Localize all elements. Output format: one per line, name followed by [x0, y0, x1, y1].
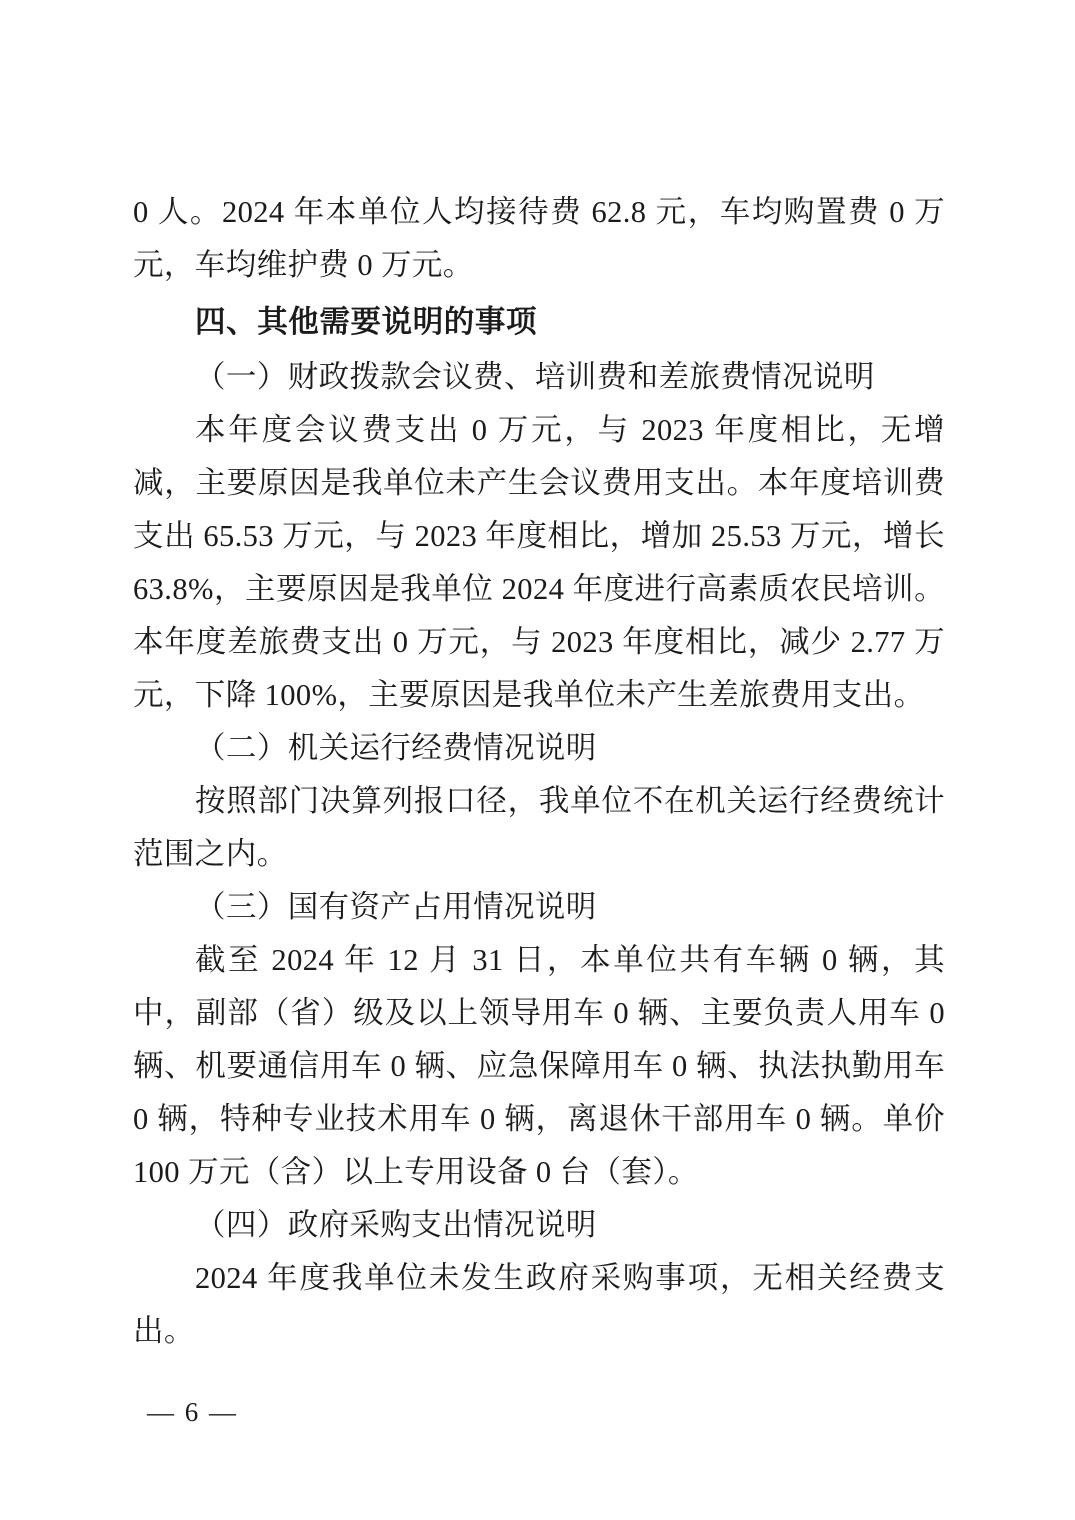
paragraph-government-procurement: 2024 年度我单位未发生政府采购事项，无相关经费支出。 — [133, 1261, 945, 1348]
paragraph-meeting-training-travel: 本年度会议费支出 0 万元，与 2023 年度相比，无增减，主要原因是我单位未产生会议费用支出。本年度培训费支出 65.53 万元，与 2023 年度相比，增加 25.53 万元，增长 63.8%，主要原因是我单位 2024 年度进行高素质农民培训。本年度差旅费支出 0 万元，与 2023 年度相比，减少 2.77 万元，下降 100%，主要原因是我单位未产生差旅费用支出。 — [133, 413, 945, 712]
page-footer — [0, 1397, 1075, 1428]
page-content — [133, 186, 945, 1358]
section-heading-other-matters: 四、其他需要说明的事项 — [195, 305, 538, 339]
subsection-heading-agency-operating-expenses: （二）机关运行经费情况说明 — [195, 731, 597, 765]
subsection-heading-government-procurement: （四）政府采购支出情况说明 — [195, 1208, 597, 1242]
paragraph-agency-operating-expenses: 按照部门决算列报口径，我单位不在机关运行经费统计范围之内。 — [133, 784, 945, 871]
subsection-heading-state-owned-assets: （三）国有资产占用情况说明 — [195, 890, 597, 924]
subsection-heading-meeting-training-travel: （一）财政拨款会议费、培训费和差旅费情况说明 — [195, 360, 875, 394]
paragraph-vehicle-costs: 0 人。2024 年本单位人均接待费 62.8 元，车均购置费 0 万元，车均维护费 0 万元。 — [133, 195, 945, 282]
page-number: — 6 — — [147, 1397, 238, 1427]
paragraph-state-owned-assets: 截至 2024 年 12 月 31 日，本单位共有车辆 0 辆，其中，副部（省）级及以上领导用车 0 辆、主要负责人用车 0 辆、机要通信用车 0 辆、应急保障用车 0 辆、执法执勤用车 0 辆，特种专业技术用车 0 辆，离退休干部用车 0 辆。单价 100 万元（含）以上专用设备 0 台（套）。 — [133, 943, 945, 1189]
